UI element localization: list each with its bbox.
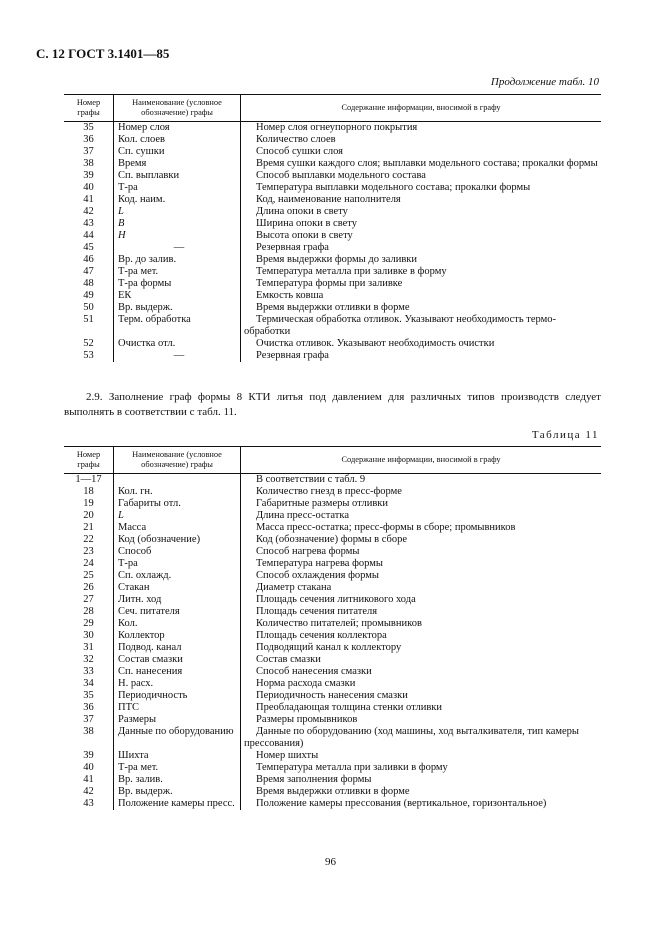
table-row: [64, 678, 601, 690]
row-name: Габариты отл.: [114, 498, 241, 510]
row-content: Температура металла при заливке в форму: [256, 266, 447, 277]
table-row: [64, 350, 601, 362]
row-name: Кол. гн.: [114, 486, 241, 498]
row-name: Кол. слоев: [114, 134, 241, 146]
row-content: Габаритные размеры отливки: [256, 498, 389, 509]
table-row: [64, 690, 601, 702]
row-name: Сп. выплавки: [114, 170, 241, 182]
table-row: [64, 774, 601, 786]
row-number: 43: [64, 218, 114, 230]
row-number: 20: [64, 510, 114, 522]
row-name: Периодичность: [114, 690, 241, 702]
row-name: L: [114, 206, 241, 218]
row-content: Длина опоки в свету: [256, 206, 348, 217]
table-row: [64, 642, 601, 654]
table-row: [64, 194, 601, 206]
row-number: 30: [64, 630, 114, 642]
row-content: Способ нагрева формы: [256, 546, 360, 557]
row-number: 46: [64, 254, 114, 266]
table-row: [64, 630, 601, 642]
table-row: [64, 182, 601, 194]
row-number: 48: [64, 278, 114, 290]
column-header-number: Номер графы: [64, 447, 114, 474]
row-content: Время выдержки формы до заливки: [256, 254, 418, 265]
column-header-content: Содержание информации, вносимой в графу: [241, 447, 602, 474]
row-name: Терм. обработка: [114, 314, 241, 338]
row-content: Способ нанесения смазки: [256, 666, 372, 677]
row-content: Площадь сечения питателя: [256, 606, 378, 617]
row-number: 26: [64, 582, 114, 594]
row-content: Время выдержки отливки в форме: [256, 302, 410, 313]
row-name: Подвод. канал: [114, 642, 241, 654]
table-row: [64, 618, 601, 630]
row-content: Норма расхода смазки: [256, 678, 356, 689]
row-name: Т-ра мет.: [114, 762, 241, 774]
column-header-number: Номер графы: [64, 95, 114, 122]
table-row: [64, 570, 601, 582]
row-number: 39: [64, 170, 114, 182]
table-row: [64, 786, 601, 798]
row-name: Сп. охлажд.: [114, 570, 241, 582]
row-name: ПТС: [114, 702, 241, 714]
table-row: [64, 510, 601, 522]
row-content: Положение камеры прессования (вертикальное, горизонтальное): [256, 798, 547, 809]
row-number: 24: [64, 558, 114, 570]
row-name: Вр. выдерж.: [114, 302, 241, 314]
row-number: 53: [64, 350, 114, 362]
row-name: Т-ра формы: [114, 278, 241, 290]
row-number: 29: [64, 618, 114, 630]
row-name: Стакан: [114, 582, 241, 594]
row-name: —: [114, 242, 241, 254]
table-row: [64, 522, 601, 534]
row-name: Литн. ход: [114, 594, 241, 606]
row-name: B: [114, 218, 241, 230]
table-row: [64, 242, 601, 254]
row-name: Состав смазки: [114, 654, 241, 666]
row-name: Способ: [114, 546, 241, 558]
row-name: Время: [114, 158, 241, 170]
row-name: [114, 474, 241, 487]
row-name: Положение камеры пресс.: [114, 798, 241, 810]
table-row: [64, 666, 601, 678]
row-content: Очистка отливок. Указывают необходимость очистки: [256, 338, 495, 349]
row-content: Высота опоки в свету: [256, 230, 353, 241]
table-row: [64, 290, 601, 302]
row-number: 23: [64, 546, 114, 558]
row-name: Т-ра: [114, 182, 241, 194]
row-name: Сеч. питателя: [114, 606, 241, 618]
page-number: 96: [325, 856, 336, 868]
table-row: [64, 762, 601, 774]
row-name: Размеры: [114, 714, 241, 726]
row-name: ЕК: [114, 290, 241, 302]
row-content: Способ выплавки модельного состава: [256, 170, 426, 181]
row-name: Т-ра: [114, 558, 241, 570]
table-row: [64, 702, 601, 714]
table-row: [64, 486, 601, 498]
row-number: 21: [64, 522, 114, 534]
row-number: 45: [64, 242, 114, 254]
row-content: Температура нагрева формы: [256, 558, 383, 569]
row-number: 27: [64, 594, 114, 606]
table-row: [64, 534, 601, 546]
row-number: 47: [64, 266, 114, 278]
row-content: Емкость ковша: [256, 290, 324, 301]
row-content: Размеры промывников: [256, 714, 358, 725]
row-content: Код, наименование наполнителя: [256, 194, 401, 205]
row-name: Очистка отл.: [114, 338, 241, 350]
table-row: [64, 278, 601, 290]
row-number: 28: [64, 606, 114, 618]
row-content: Резервная графа: [256, 350, 329, 361]
row-number: 52: [64, 338, 114, 350]
row-name: Масса: [114, 522, 241, 534]
row-name: Вр. выдерж.: [114, 786, 241, 798]
table-row: [64, 338, 601, 350]
row-content: Состав смазки: [256, 654, 321, 665]
table-row: [64, 594, 601, 606]
row-number: 1—17: [64, 474, 114, 487]
row-number: 35: [64, 122, 114, 135]
row-name: Данные по оборудованию: [114, 726, 241, 750]
row-content: Преобладающая толщина стенки отливки: [256, 702, 443, 713]
row-number: 50: [64, 302, 114, 314]
row-number: 35: [64, 690, 114, 702]
table-row: [64, 134, 601, 146]
row-number: 34: [64, 678, 114, 690]
row-number: 40: [64, 182, 114, 194]
row-content: Код (обозначение) формы в сборе: [256, 534, 408, 545]
row-number: 18: [64, 486, 114, 498]
table-row: [64, 158, 601, 170]
row-content: Номер шихты: [256, 750, 319, 761]
table-row: [64, 206, 601, 218]
row-name: Т-ра мет.: [114, 266, 241, 278]
row-content: Способ сушки слоя: [256, 146, 343, 157]
table-continuation-label: Продолжение табл. 10: [490, 76, 599, 88]
row-name: Н. расх.: [114, 678, 241, 690]
row-content: Время заполнения формы: [256, 774, 372, 785]
table-10-continuation: [64, 94, 601, 362]
row-number: 19: [64, 498, 114, 510]
row-number: 43: [64, 798, 114, 810]
row-content: Данные по оборудованию (ход машины, ход выталкивателя, тип камеры прессования): [244, 726, 579, 749]
row-number: 36: [64, 702, 114, 714]
row-number: 33: [64, 666, 114, 678]
row-content: Резервная графа: [256, 242, 329, 253]
row-number: 42: [64, 786, 114, 798]
row-number: 37: [64, 146, 114, 158]
table-row: [64, 546, 601, 558]
row-content: Температура формы при заливке: [256, 278, 403, 289]
row-number: 41: [64, 194, 114, 206]
row-content: Площадь сечения литникового хода: [256, 594, 416, 605]
table-row: [64, 654, 601, 666]
table-row: [64, 170, 601, 182]
column-header-content: Содержание информации, вносимой в графу: [241, 95, 602, 122]
row-name: —: [114, 350, 241, 362]
table-row: [64, 798, 601, 810]
table-row: [64, 726, 601, 750]
table-row: [64, 498, 601, 510]
row-name: L: [114, 510, 241, 522]
row-number: 36: [64, 134, 114, 146]
row-content: Ширина опоки в свету: [256, 218, 357, 229]
column-header-name: Наименование (условное обозначение) графы: [114, 95, 241, 122]
row-number: 25: [64, 570, 114, 582]
row-content: Время выдержки отливки в форме: [256, 786, 410, 797]
row-content: В соответствии с табл. 9: [256, 474, 366, 485]
row-content: Температура выплавки модельного состава; прокалки формы: [256, 182, 531, 193]
row-number: 31: [64, 642, 114, 654]
row-name: Номер слоя: [114, 122, 241, 135]
row-content: Термическая обработка отливок. Указывают необходимость термо-обработки: [244, 314, 557, 337]
row-number: 42: [64, 206, 114, 218]
row-number: 49: [64, 290, 114, 302]
table-row: [64, 254, 601, 266]
row-number: 38: [64, 158, 114, 170]
row-number: 51: [64, 314, 114, 338]
table-row: [64, 474, 601, 487]
table-row: [64, 750, 601, 762]
row-content: Длина пресс-остатка: [256, 510, 350, 521]
table-row: [64, 314, 601, 338]
row-content: Подводящий канал к коллектору: [256, 642, 402, 653]
row-content: Количество питателей; промывников: [256, 618, 422, 629]
row-number: 32: [64, 654, 114, 666]
table-11-caption: Таблица 11: [531, 429, 599, 441]
row-number: 22: [64, 534, 114, 546]
table-row: [64, 606, 601, 618]
row-number: 39: [64, 750, 114, 762]
row-content: Номер слоя огнеупорного покрытия: [256, 122, 418, 133]
row-name: Код (обозначение): [114, 534, 241, 546]
row-number: 41: [64, 774, 114, 786]
paragraph-2-9: 2.9. Заполнение граф формы 8 КТИ литья под давлением для различных типов производств следует выполнять в соответствии с табл. 11.: [64, 391, 601, 418]
table-11: [64, 446, 601, 810]
table-row: [64, 146, 601, 158]
row-name: Вр. залив.: [114, 774, 241, 786]
row-name: Сп. нанесения: [114, 666, 241, 678]
row-number: 40: [64, 762, 114, 774]
row-name: Кол.: [114, 618, 241, 630]
row-content: Диаметр стакана: [256, 582, 332, 593]
column-header-name: Наименование (условное обозначение) графы: [114, 447, 241, 474]
row-content: Количество гнезд в пресс-форме: [256, 486, 402, 497]
row-content: Периодичность нанесения смазки: [256, 690, 408, 701]
table-row: [64, 582, 601, 594]
row-name: Шихта: [114, 750, 241, 762]
table-row: [64, 302, 601, 314]
table-row: [64, 218, 601, 230]
row-number: 37: [64, 714, 114, 726]
row-number: 44: [64, 230, 114, 242]
row-name: Коллектор: [114, 630, 241, 642]
row-content: Температура металла при заливки в форму: [256, 762, 448, 773]
table-row: [64, 558, 601, 570]
row-name: Вр. до залив.: [114, 254, 241, 266]
table-row: [64, 230, 601, 242]
row-content: Время сушки каждого слоя; выплавки модельного состава; прокалки формы: [256, 158, 598, 169]
row-name: H: [114, 230, 241, 242]
row-content: Масса пресс-остатка; пресс-формы в сборе; промывников: [256, 522, 516, 533]
row-number: 38: [64, 726, 114, 750]
table-row: [64, 714, 601, 726]
row-content: Количество слоев: [256, 134, 336, 145]
table-row: [64, 266, 601, 278]
document-header: С. 12 ГОСТ 3.1401—85: [36, 46, 170, 61]
row-name: Код. наим.: [114, 194, 241, 206]
row-content: Площадь сечения коллектора: [256, 630, 387, 641]
table-row: [64, 122, 601, 135]
row-content: Способ охлаждения формы: [256, 570, 379, 581]
row-name: Сп. сушки: [114, 146, 241, 158]
